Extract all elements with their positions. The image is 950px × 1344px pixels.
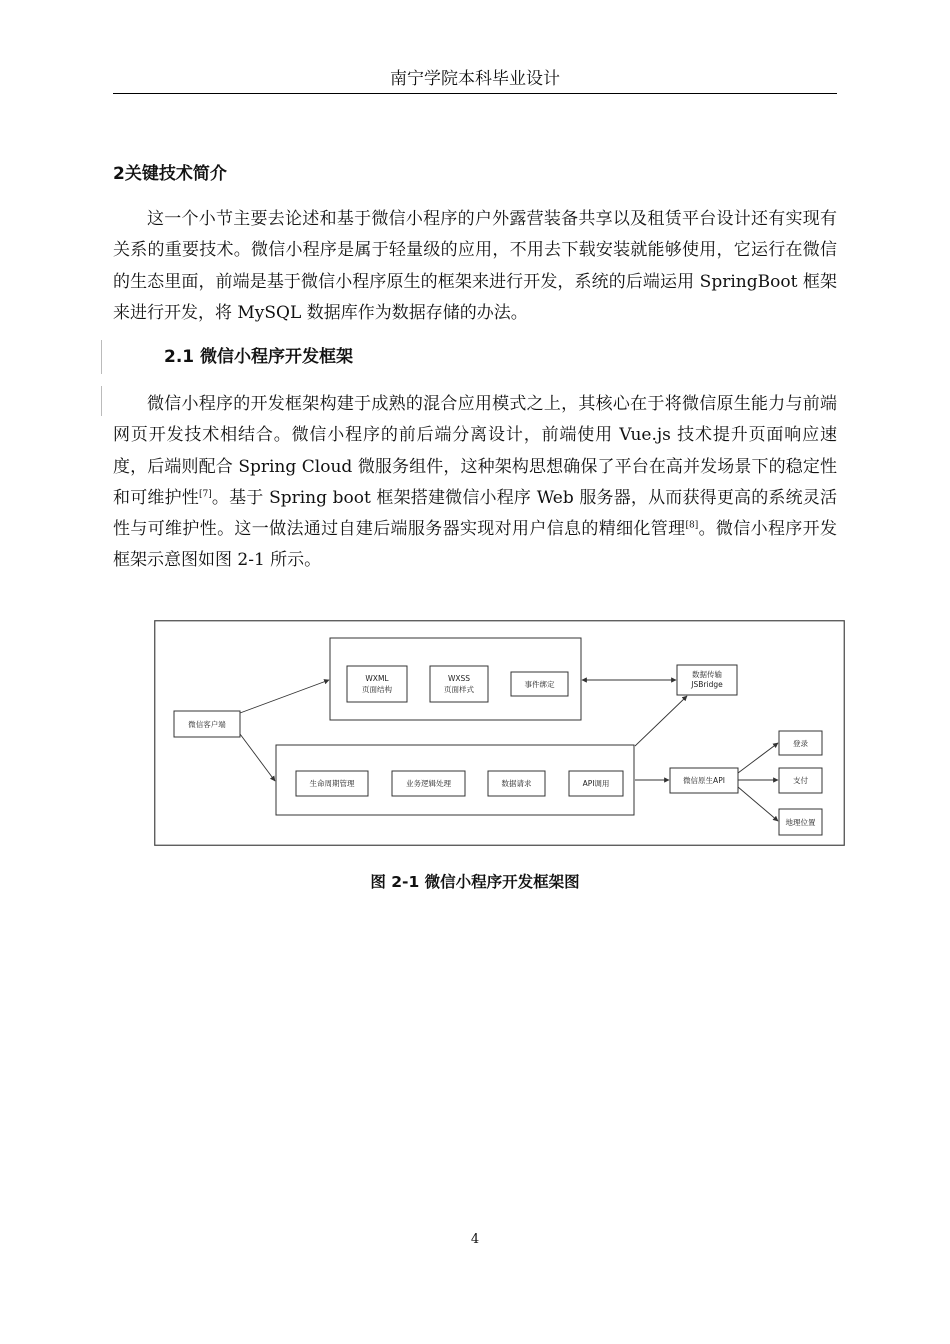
native-api-label: 微信原生API (683, 776, 725, 785)
wxss-node (430, 666, 488, 702)
wxss-label: WXSS (447, 674, 471, 683)
jsbridge-label: 数据传输 (692, 670, 722, 679)
paragraph-text: 。基于 Spring boot 框架搭建微信小程序 Web 服务器，从而获得更高的系统灵活性与可维护性。这一做法通过自建后端服务器实现对用户信息的精细化管理 (113, 487, 838, 540)
subsection-heading: 2.1 微信小程序开发框架 (164, 347, 354, 367)
paragraph-text: 。微信小程序开发框架示意图如图 2-1 所示。 (113, 519, 837, 571)
page-number: 4 (470, 1232, 480, 1247)
wxml-sublabel: 页面结构 (362, 685, 392, 694)
citation-ref[interactable]: [8] (685, 520, 699, 531)
business-logic-label: 业务逻辑处理 (406, 779, 451, 788)
lifecycle-label: 生命周期管理 (309, 779, 355, 788)
event-binding-label: 事件绑定 (524, 680, 555, 689)
data-request-label: 数据请求 (501, 779, 532, 788)
subsection-paragraph (113, 389, 837, 577)
citation-ref[interactable]: [7] (198, 489, 212, 500)
section-intro-paragraph: 这一个小节主要去论述和基于微信小程序的户外露营装备共享以及租赁平台设计还有实现有关系的重要技术。微信小程序是属于轻量级的应用，不用去下载安装就能够使用，它运行在微信的生态里面，前端是基于微信小程序原生的框架来进行开发，系统的后端运用 SpringBoot 框架来进行开发，将 MySQL 数据库作为数据存储的办法。 (113, 209, 837, 323)
paragraph-text: 微信小程序的开发框架构建于成熟的混合应用模式之上，其核心在于将微信原生能力与前端网页开发技术相结合。微信小程序的前后端分离设计，前端使用 Vue.js 技术提升页面响应速度，后端则配合 Spring Cloud 微服务组件，这种架构思想确保了平台在高并发场景下的稳定性和可维护性 (113, 394, 837, 508)
api-call-label: API调用 (582, 779, 610, 788)
login-label: 登录 (793, 739, 808, 748)
client-label: 微信客户端 (188, 720, 226, 729)
jsbridge-sublabel: JSBridge (691, 680, 723, 689)
margin-change-mark (101, 340, 102, 374)
location-label: 地理位置 (785, 818, 816, 827)
page-header (113, 66, 837, 94)
header-title: 南宁学院本科毕业设计 (390, 69, 560, 89)
payment-label: 支付 (793, 776, 808, 785)
section-heading: 2关键技术简介 (113, 164, 227, 184)
framework-diagram (154, 620, 845, 846)
wxml-label: WXML (365, 674, 389, 683)
wxss-sublabel: 页面样式 (444, 685, 474, 694)
margin-change-mark (101, 386, 102, 416)
figure-caption: 图 2-1 微信小程序开发框架图 (370, 873, 580, 891)
wxml-node (347, 666, 407, 702)
